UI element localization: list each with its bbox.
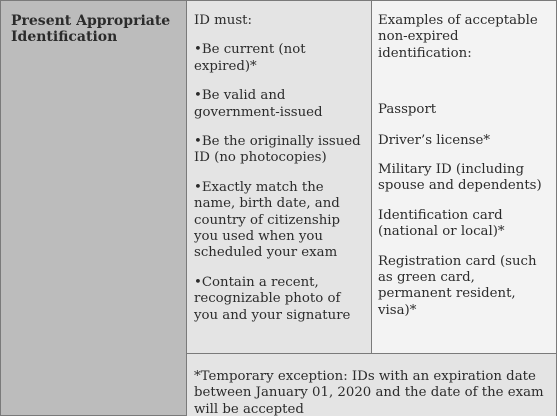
section-title: Present Appropriate Identification xyxy=(11,13,171,45)
note-cell xyxy=(186,353,557,416)
header-cell xyxy=(0,0,187,416)
requirement-item: •Be valid and government-issued xyxy=(194,88,323,120)
example-item: Passport xyxy=(378,102,437,118)
example-item: Identification card (national or local)* xyxy=(378,207,505,240)
requirement-item: •Exactly match the name, birth date, and country of citizenship you used when you scheduled your exam xyxy=(194,179,341,261)
example-item: Military ID (including spouse and dependents) xyxy=(378,162,542,194)
temporary-exception-note: *Temporary exception: IDs with an expiration date between January 01, 2020 and the date of the exam will be accepted xyxy=(194,369,544,416)
example-item: Registration card (such as green card, permanent resident, visa)* xyxy=(378,253,537,318)
examples-cell xyxy=(371,0,557,354)
requirement-item: •Be current (not expired)* xyxy=(194,42,306,74)
example-item: Driver’s license* xyxy=(378,132,491,148)
requirement-item: •Be the originally issued ID (no photocopies) xyxy=(194,134,361,166)
requirements-intro: ID must: xyxy=(194,13,252,28)
requirements-cell xyxy=(186,0,372,354)
requirement-item: •Contain a recent, recognizable photo of you and your signature xyxy=(194,274,351,323)
examples-intro: Examples of acceptable non-expired identification: xyxy=(378,13,538,61)
